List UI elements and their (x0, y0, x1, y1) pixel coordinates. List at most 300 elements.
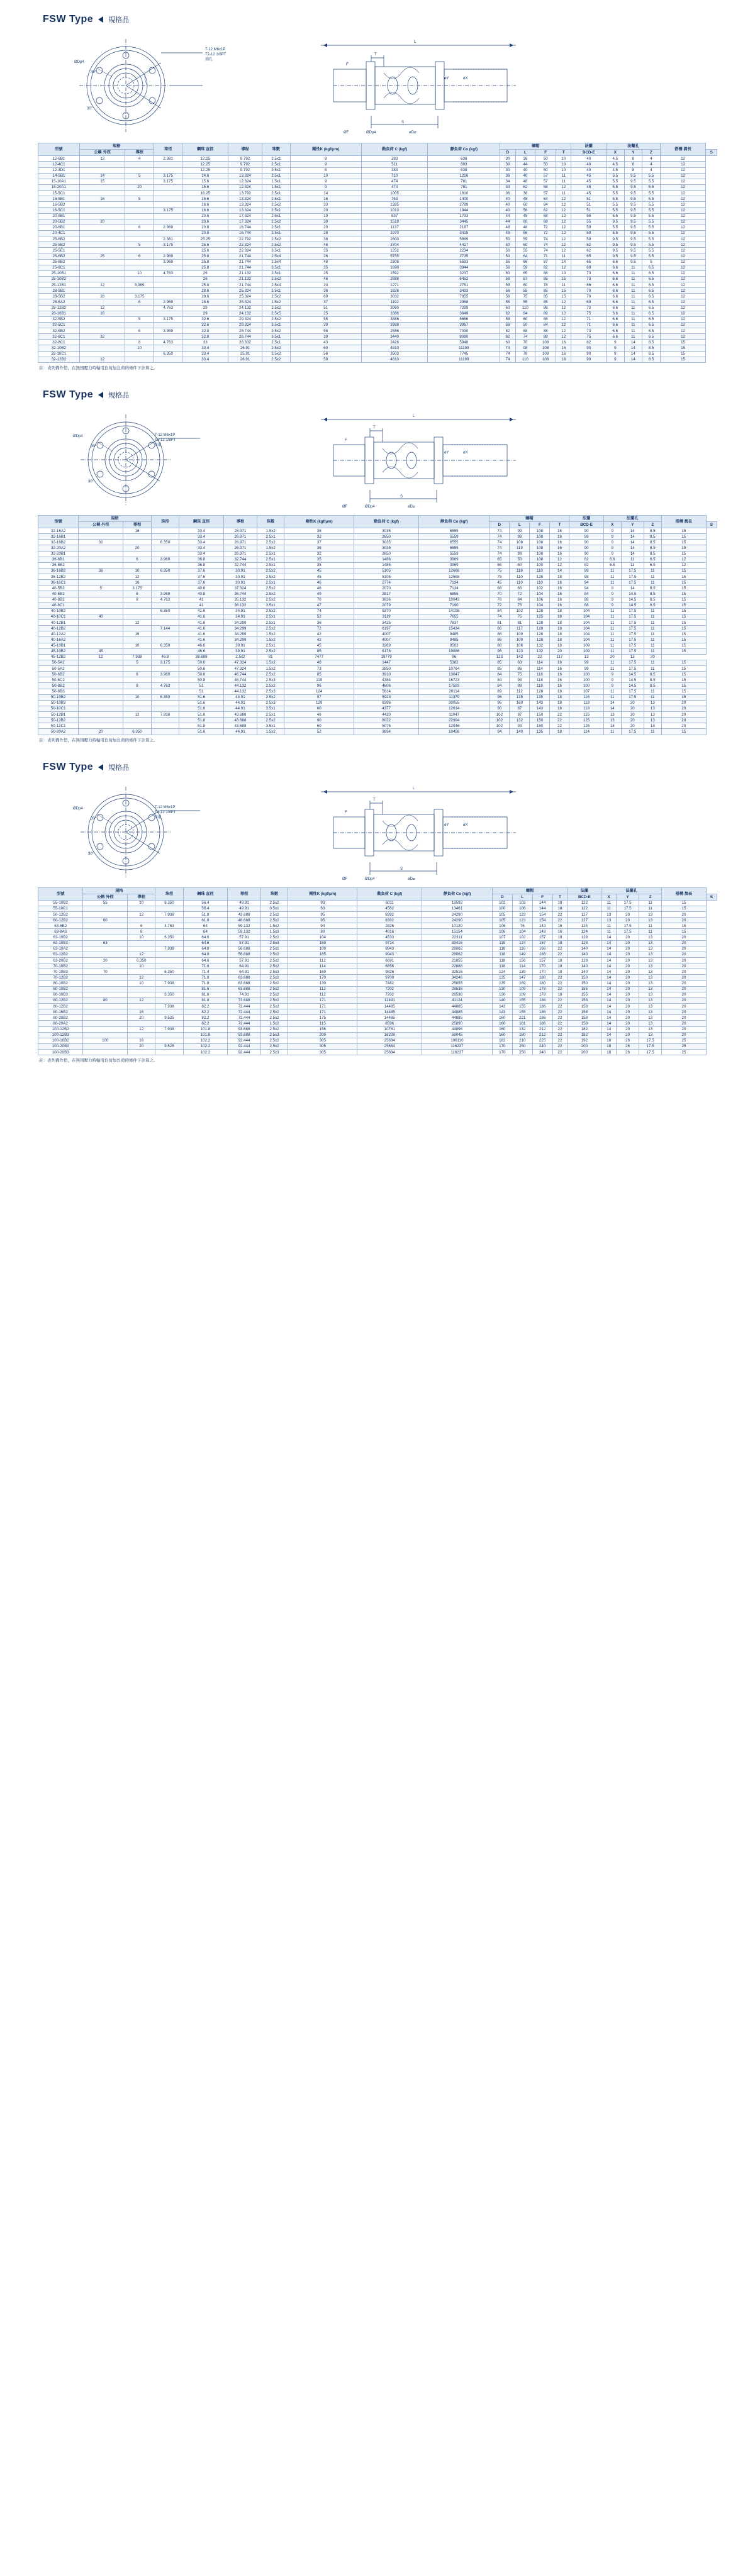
cell-value: 40 (500, 202, 515, 208)
cell-value: 20 (617, 918, 639, 923)
cell-value: 22888 (422, 963, 493, 969)
cell-value: 25 (290, 311, 361, 316)
cell-value: 32.8 (182, 334, 228, 340)
svg-text:T: T (373, 425, 376, 430)
cell-model: 36-16B2 (38, 568, 79, 574)
cell-value: 21.744 (228, 265, 262, 270)
cell-value: 14 (624, 357, 642, 362)
cell-value: 20 (617, 1009, 639, 1015)
table-row (38, 191, 717, 196)
cell-value (125, 208, 154, 213)
cell-value: 12 (556, 196, 571, 202)
cell-value: 144 (532, 900, 552, 906)
cell-model: 36-6B2 (38, 562, 79, 568)
front-view-drawing (38, 782, 302, 882)
cell-value: 2968 (428, 299, 500, 305)
table-row (38, 1050, 717, 1055)
cell-value: 88 (569, 602, 603, 608)
cell-value: 18 (550, 574, 569, 580)
cell-value: 25.324 (228, 299, 262, 305)
cell-value: 46.6 (179, 643, 224, 648)
cell-value: 88 (489, 643, 510, 648)
drawing-row (38, 407, 717, 515)
cell-value: 36.8 (179, 557, 224, 562)
cell-value: 56 (515, 208, 535, 213)
cell-value: 32.8 (182, 328, 228, 334)
cell-value: 11 (644, 608, 661, 614)
cell-value (123, 700, 151, 706)
cell-value: 14 (621, 586, 644, 591)
cell-value: 64.91 (228, 969, 261, 975)
cell-model: 50-6B2 (38, 672, 79, 677)
cell-value (79, 591, 123, 597)
cell-value: 12 (128, 952, 155, 957)
cell-value (83, 1009, 128, 1015)
cell-value: 9.5 (624, 242, 642, 248)
cell-value: 82.2 (183, 1015, 228, 1021)
cell-value: 28.744 (228, 334, 262, 340)
cell-value (154, 219, 182, 225)
cell-value: 18 (552, 969, 568, 975)
cell-value: 5.5 (607, 191, 625, 196)
svg-text:T-12 M6x1P: T-12 M6x1P (205, 48, 226, 52)
cell-value: 26 (617, 1043, 639, 1049)
cell-value: 7.938 (155, 912, 183, 918)
cell-value (154, 357, 182, 362)
cell-value: 20 (662, 918, 707, 923)
cell-model: 40-8C1 (38, 602, 79, 608)
cell-value: 3.175 (154, 316, 182, 322)
col-spec: 規格 (83, 887, 155, 894)
cell-value: 305 (288, 1043, 357, 1049)
cell-value (83, 986, 128, 992)
cell-value: 16 (123, 528, 151, 534)
cell-value: 74 (284, 608, 354, 614)
cell-model: 12-4C1 (38, 162, 80, 167)
cell-value (151, 614, 179, 619)
cell-value: 36 (284, 528, 354, 534)
cell-value: 250 (512, 1043, 532, 1049)
cell-value: 13 (639, 918, 662, 923)
cell-value: 16 (550, 677, 569, 683)
cell-value (83, 906, 128, 911)
cell-value: 36 (284, 620, 354, 626)
cell-value: 11 (639, 900, 662, 906)
cell-value: 159 (288, 940, 357, 946)
cell-model: 25-5E1 (38, 248, 80, 253)
cell-value: 25.324 (228, 294, 262, 299)
cell-value: 21.744 (228, 282, 262, 288)
cell-value (83, 935, 128, 940)
cell-value: 78 (515, 351, 535, 357)
cell-value: 10 (128, 980, 155, 986)
cell-value (123, 562, 151, 568)
cell-value: 70 (571, 288, 607, 294)
cell-value: 9 (290, 184, 361, 190)
cell-value: 96 (284, 683, 354, 689)
cell-value: 16 (550, 528, 569, 534)
cell-value: 29 (182, 311, 228, 316)
cell-value (79, 672, 123, 677)
col-turns: 珠數 (257, 515, 284, 528)
cell-value (83, 929, 128, 935)
table-row (38, 631, 717, 637)
cell-value: 6.350 (151, 694, 179, 700)
cell-value: 50 (535, 162, 556, 167)
cell-value: 6.6 (607, 334, 625, 340)
cell-value: 81 (257, 654, 284, 660)
cell-value: 22.792 (228, 236, 262, 242)
cell-value: 102 (512, 935, 532, 940)
cell-value: 63 (510, 660, 530, 665)
cell-value: 20.6 (182, 219, 228, 225)
cell-value: 16.25 (182, 191, 228, 196)
cell-value (154, 322, 182, 328)
cell-value: 18 (550, 637, 569, 643)
cell-value: 4606 (354, 683, 419, 689)
cell-value: 128 (568, 940, 601, 946)
cell-value: 13461 (422, 906, 493, 911)
cell-value: 6.350 (155, 900, 183, 906)
cell-value: 1137 (361, 225, 428, 230)
cell-value (151, 689, 179, 694)
table-row (38, 568, 717, 574)
cell-value: 6.6 (607, 282, 625, 288)
cell-value: 9.5 (624, 230, 642, 236)
cell-model: 100-20B2 (38, 1043, 83, 1049)
cell-value: 11 (624, 276, 642, 282)
cell-value: 41.6 (179, 608, 224, 614)
cell-value: 2.5x2 (262, 202, 291, 208)
cell-value: 65 (571, 259, 607, 265)
cell-value: 4 (642, 162, 661, 167)
cell-value: 85 (284, 648, 354, 654)
cell-model: 15-5C1 (38, 191, 80, 196)
cell-value: 106110 (422, 1038, 493, 1043)
cell-value: 158 (568, 997, 601, 1003)
cell-value: 2.5x3 (257, 689, 284, 694)
cell-value: 70 (284, 597, 354, 602)
cell-value: 6555 (419, 545, 489, 551)
cell-value: 2.5x1 (262, 196, 291, 202)
cell-model: 14-5B1 (38, 173, 80, 179)
cell-value: 59045 (422, 1032, 493, 1038)
cell-value: 37.324 (224, 586, 257, 591)
cell-value: 12 (660, 265, 706, 270)
cell-value: 20 (128, 1015, 155, 1021)
cell-value: 150 (568, 980, 601, 986)
cell-value: 7.938 (155, 980, 183, 986)
cell-value: 20 (662, 935, 707, 940)
section-subtitle: 規格品 (108, 16, 130, 24)
cell-value (79, 230, 125, 236)
cell-value: 104 (530, 591, 550, 597)
cell-value: 64 (515, 253, 535, 259)
cell-value: 44.91 (224, 706, 257, 711)
cell-value: 130 (492, 992, 512, 997)
cell-value: 3704 (361, 242, 428, 248)
cell-value: 2.5x2 (260, 986, 288, 992)
table-row (38, 316, 717, 322)
cell-value: 39 (290, 219, 361, 225)
cell-value: 22 (552, 980, 568, 986)
cell-value: 12 (660, 196, 706, 202)
cell-value: 44.132 (224, 689, 257, 694)
cell-value: 4.763 (154, 270, 182, 276)
cell-value: 110 (530, 580, 550, 586)
table-row (38, 557, 717, 562)
cell-value: 8392 (357, 912, 422, 918)
cell-value: 2.5x1 (262, 208, 291, 213)
cell-value: 76 (512, 923, 532, 929)
cell-value: 781 (428, 179, 500, 184)
cell-value: 46.8 (151, 654, 179, 660)
cell-value (128, 1032, 155, 1038)
cell-value (79, 534, 123, 540)
svg-text:30°: 30° (91, 70, 97, 74)
cell-value: 127 (568, 912, 601, 918)
table-row (38, 173, 717, 179)
cell-model: 25-6B2 (38, 236, 80, 242)
cell-value: 2.5x1 (262, 225, 291, 230)
cell-value: 1400 (428, 196, 500, 202)
cell-value (83, 923, 128, 929)
cell-value: 140 (492, 997, 512, 1003)
cell-value: 13.324 (228, 196, 262, 202)
subcol-BCD-E: BCD-E (569, 521, 603, 528)
cell-value: 45 (571, 179, 607, 184)
cell-value (83, 1004, 128, 1009)
cell-value: 3.5x1 (257, 723, 284, 729)
cell-value: 22 (550, 718, 569, 723)
cell-value: 35 (284, 562, 354, 568)
cell-value: 17.5 (621, 580, 644, 586)
cell-value (154, 184, 182, 190)
cell-value: 82.2 (183, 1009, 228, 1015)
cell-value: 71.6 (183, 963, 228, 969)
cell-value: 12 (661, 557, 706, 562)
subcol-T: T (556, 150, 571, 156)
cell-value: 100 (569, 683, 603, 689)
cell-value: 186 (532, 1021, 552, 1026)
table-row (38, 179, 717, 184)
cell-value: 20 (125, 184, 154, 190)
cell-value: 6.350 (151, 540, 179, 545)
cell-value: 102 (492, 900, 512, 906)
cell-value: 71 (571, 322, 607, 328)
cell-value: 20 (621, 700, 644, 706)
cell-value: 2.5x2 (224, 654, 257, 660)
cell-value: 115 (288, 1021, 357, 1026)
subcol-T: T (550, 521, 569, 528)
col-nut: 螺帽 (492, 887, 567, 894)
cell-value (125, 230, 154, 236)
cell-value: 11 (644, 660, 661, 665)
cell-value: 90 (571, 351, 607, 357)
cell-value: 8.5 (642, 351, 661, 357)
hole-callout-label: ØDp4 (74, 60, 84, 64)
cell-value: 17.5 (621, 574, 644, 580)
cell-value (79, 259, 125, 265)
cell-value: 15 (661, 540, 706, 545)
section-title: FSW Type (43, 389, 94, 400)
cell-value: 30 (500, 162, 515, 167)
cell-model: 28-16B1 (38, 311, 80, 316)
cell-value: 84 (489, 683, 510, 689)
cell-value: 5382 (419, 660, 489, 665)
table-row (38, 723, 717, 729)
triangle-icon (98, 16, 103, 23)
cell-value: 56 (500, 288, 515, 294)
cell-value: 123 (512, 912, 532, 918)
side-view-drawing (308, 782, 535, 882)
front-view-drawing (38, 409, 302, 510)
cell-value: 60 (515, 219, 535, 225)
table-row (38, 253, 717, 259)
cell-value: 6.5 (642, 334, 661, 340)
cell-model: 80-20B2 (38, 1015, 83, 1021)
cell-value (151, 637, 179, 643)
cell-value: 20 (662, 952, 707, 957)
cell-value: 12 (660, 259, 706, 265)
cell-model: 40-6B2 (38, 591, 79, 597)
cell-value: 73 (571, 328, 607, 334)
cell-value: 18 (552, 940, 568, 946)
cell-value: 2774 (354, 580, 419, 586)
cell-value: 166 (532, 952, 552, 957)
cell-value: 28062 (422, 946, 493, 952)
cell-value: 13 (639, 1021, 662, 1026)
cell-value: 16 (550, 660, 569, 665)
cell-value: 6.5 (644, 557, 661, 562)
spec-section-1 (38, 11, 717, 370)
catalog-page (0, 0, 755, 1085)
cell-value: 3.969 (151, 672, 179, 677)
cell-value: 86 (510, 666, 530, 672)
cell-value: 60 (83, 918, 128, 923)
cell-value: 99 (569, 568, 603, 574)
cell-value: 3649 (428, 311, 500, 316)
cell-value: 13 (639, 1004, 662, 1009)
cell-value (123, 614, 151, 619)
cell-value: 35 (290, 265, 361, 270)
cell-value: 44.91 (224, 729, 257, 735)
cell-value: 8.5 (644, 677, 661, 683)
cell-value: 182 (492, 1038, 512, 1043)
cell-value: 40 (515, 167, 535, 173)
cell-value: 17.5 (621, 643, 644, 648)
cell-value: 64 (535, 196, 556, 202)
cell-value: 21.744 (228, 253, 262, 259)
cell-value: 18 (552, 963, 568, 969)
cell-value: 62 (500, 311, 515, 316)
cell-model: 50-10C1 (38, 706, 79, 711)
cell-value: 3.175 (123, 586, 151, 591)
cell-value: 9.5 (624, 173, 642, 179)
cell-value: 15154 (422, 929, 493, 935)
cell-value: 44 (500, 213, 515, 219)
table-header (38, 143, 717, 156)
cell-value: 1.5x2 (260, 1021, 288, 1026)
cell-value: 5755 (361, 253, 428, 259)
cell-value: 5889 (428, 236, 500, 242)
cell-value: 155 (568, 986, 601, 992)
cell-value: 5 (79, 586, 123, 591)
cell-model: 20-5B2 (38, 219, 80, 225)
cell-value: 14 (621, 540, 644, 545)
cell-value: 893 (428, 162, 500, 167)
cell-value: 14.5 (621, 602, 644, 608)
cell-value: 2.5x1 (262, 288, 291, 294)
cell-value: 17.5 (621, 614, 644, 619)
cell-value: 68 (535, 213, 556, 219)
cell-value: 9.5 (624, 225, 642, 230)
cell-value: 43 (290, 340, 361, 345)
cell-value: 5.5 (607, 173, 625, 179)
cell-model: 40-10B2 (38, 608, 79, 614)
cell-value: 73 (571, 276, 607, 282)
cell-value: 18 (550, 620, 569, 626)
cell-value: 2.969 (154, 253, 182, 259)
cell-value: 11 (644, 620, 661, 626)
cell-value (79, 340, 125, 345)
cell-value: 14.6 (182, 173, 228, 179)
cell-value: 18 (601, 1038, 617, 1043)
cell-value: 18 (601, 1050, 617, 1055)
cell-model: 20-6B1 (38, 225, 80, 230)
cell-value: 100 (569, 672, 603, 677)
cell-value: 2.5x2 (262, 357, 291, 362)
cell-value (125, 357, 154, 362)
cell-value: 11 (603, 620, 621, 626)
cell-value: 20 (662, 1004, 707, 1009)
cell-value: 11 (624, 288, 642, 294)
cell-value: 15 (661, 614, 706, 619)
cell-value: 12 (660, 322, 706, 328)
cell-value: 3.969 (154, 259, 182, 265)
cell-value: 11 (603, 689, 621, 694)
cell-value: 108 (535, 340, 556, 345)
table-row (38, 729, 717, 735)
cell-value (123, 718, 151, 723)
cell-value: 15.6 (182, 179, 228, 184)
cell-model: 50-10B2 (38, 694, 79, 700)
cell-value: 22 (552, 1043, 568, 1049)
table-row (38, 294, 717, 299)
cell-value: 14 (601, 963, 617, 969)
cell-value: 18 (550, 689, 569, 694)
cell-value: 8.5 (644, 672, 661, 677)
cell-value: 72.444 (228, 1009, 261, 1015)
cell-value: 2556 (361, 328, 428, 334)
cell-value: 65 (515, 270, 535, 276)
cell-value: 13 (644, 712, 661, 718)
cell-value: 45 (571, 191, 607, 196)
cell-value: 2.5x2 (260, 1015, 288, 1021)
table-row (38, 156, 717, 162)
cell-value: 9.5 (607, 253, 625, 259)
svg-text:øD⌀: øD⌀ (408, 877, 415, 881)
cell-value: 2.5x2 (257, 683, 284, 689)
cell-value: 37 (284, 540, 354, 545)
cell-value: 74 (489, 551, 510, 557)
cell-value: 89 (535, 311, 556, 316)
cell-value: 221 (512, 1015, 532, 1021)
cell-value (154, 294, 182, 299)
cell-value: 25.8 (182, 265, 228, 270)
cell-value: 6.5 (642, 322, 661, 328)
cell-value: 59 (515, 265, 535, 270)
